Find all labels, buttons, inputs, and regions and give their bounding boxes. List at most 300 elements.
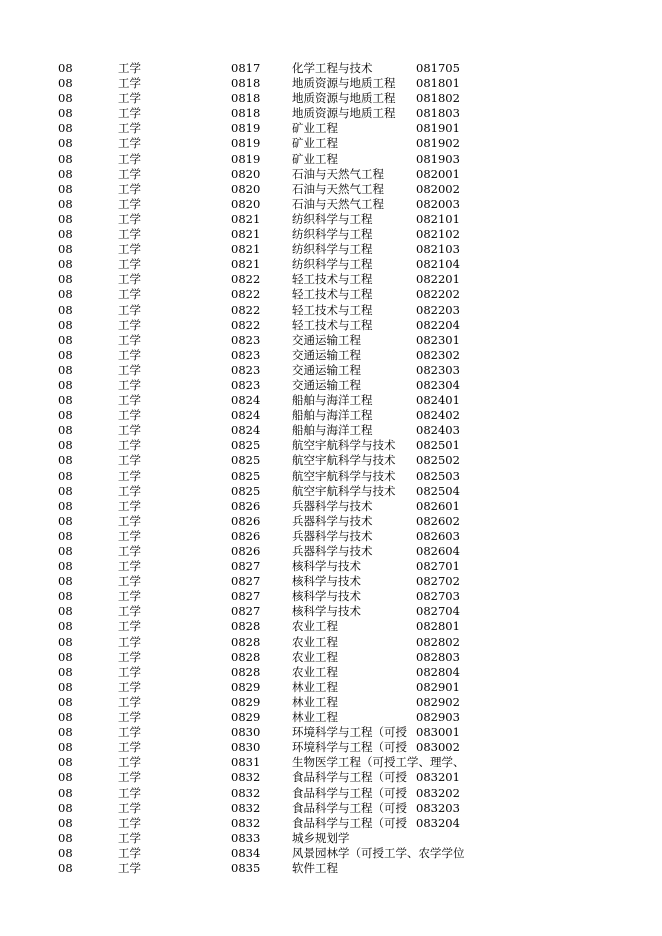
first-level-name-cell: 环境科学与工程（可授 — [292, 740, 407, 755]
discipline-name-cell: 工学 — [118, 785, 141, 800]
second-level-code-cell: 082701 — [416, 559, 460, 574]
discipline-name-cell: 工学 — [118, 166, 141, 181]
first-level-code-cell: 0820 — [231, 181, 261, 196]
second-level-code-cell: 083201 — [416, 770, 460, 785]
discipline-name-cell: 工学 — [118, 679, 141, 694]
table-row — [0, 604, 662, 619]
discipline-code-cell: 08 — [58, 860, 73, 875]
first-level-name-cell: 船舶与海洋工程 — [292, 408, 373, 423]
discipline-name-cell: 工学 — [118, 196, 141, 211]
table-row — [0, 740, 662, 755]
second-level-code-cell: 081901 — [416, 121, 460, 136]
second-level-code-cell: 083002 — [416, 740, 460, 755]
table-row — [0, 589, 662, 604]
first-level-code-cell: 0825 — [231, 453, 261, 468]
discipline-code-cell: 08 — [58, 740, 73, 755]
second-level-code-cell: 082603 — [416, 528, 460, 543]
first-level-name-cell: 船舶与海洋工程 — [292, 393, 373, 408]
second-level-code-cell: 082704 — [416, 604, 460, 619]
first-level-name-cell: 纺织科学与工程 — [292, 211, 373, 226]
first-level-code-cell: 0835 — [231, 860, 261, 875]
discipline-name-cell: 工学 — [118, 317, 141, 332]
discipline-code-cell: 08 — [58, 453, 73, 468]
first-level-code-cell: 0826 — [231, 513, 261, 528]
first-level-name-cell: 软件工程 — [292, 860, 338, 875]
second-level-code-cell: 082602 — [416, 513, 460, 528]
first-level-name-cell: 船舶与海洋工程 — [292, 423, 373, 438]
discipline-name-cell: 工学 — [118, 408, 141, 423]
discipline-code-cell: 08 — [58, 710, 73, 725]
discipline-name-cell: 工学 — [118, 604, 141, 619]
table-row — [0, 725, 662, 740]
discipline-name-cell: 工学 — [118, 740, 141, 755]
discipline-code-cell: 08 — [58, 272, 73, 287]
second-level-code-cell: 082604 — [416, 544, 460, 558]
table-row — [0, 680, 662, 695]
first-level-code-cell: 0818 — [231, 76, 261, 91]
discipline-code-cell: 08 — [58, 649, 73, 664]
second-level-code-cell: 082302 — [416, 347, 460, 362]
discipline-name-cell: 工学 — [118, 513, 141, 528]
first-level-code-cell: 0822 — [231, 272, 261, 287]
discipline-code-cell: 08 — [58, 785, 73, 800]
first-level-name-cell: 矿业工程 — [292, 121, 338, 136]
first-level-code-cell: 0823 — [231, 347, 261, 362]
first-level-name-cell: 矿业工程 — [292, 136, 338, 151]
table-row — [0, 438, 662, 453]
table-row — [0, 695, 662, 710]
first-level-name-cell: 兵器科学与技术 — [292, 544, 373, 558]
discipline-name-cell: 工学 — [118, 242, 141, 257]
first-level-code-cell: 0821 — [231, 227, 261, 242]
first-level-code-cell: 0829 — [231, 679, 261, 694]
first-level-code-cell: 0826 — [231, 498, 261, 513]
discipline-name-cell: 工学 — [118, 257, 141, 272]
discipline-code-cell: 08 — [58, 725, 73, 740]
discipline-name-cell: 工学 — [118, 860, 141, 875]
second-level-code-cell: 081803 — [416, 106, 460, 121]
first-level-name-cell: 核科学与技术 — [292, 589, 361, 604]
discipline-code-cell: 08 — [58, 76, 73, 91]
second-level-code-cell: 081802 — [416, 91, 460, 106]
first-level-code-cell: 0827 — [231, 559, 261, 574]
discipline-code-cell: 08 — [58, 438, 73, 453]
first-level-code-cell: 0823 — [231, 362, 261, 377]
table-row — [0, 846, 662, 861]
second-level-code-cell: 082903 — [416, 710, 460, 725]
second-level-code-cell: 082401 — [416, 393, 460, 408]
discipline-code-cell: 08 — [58, 151, 73, 166]
table-row — [0, 106, 662, 121]
discipline-name-cell: 工学 — [118, 770, 141, 785]
first-level-name-cell: 石油与天然气工程 — [292, 166, 384, 181]
discipline-name-cell: 工学 — [118, 106, 141, 121]
discipline-code-cell: 08 — [58, 559, 73, 574]
discipline-name-cell: 工学 — [118, 634, 141, 649]
second-level-code-cell: 082503 — [416, 468, 460, 483]
discipline-name-cell: 工学 — [118, 151, 141, 166]
first-level-name-cell: 兵器科学与技术 — [292, 498, 373, 513]
discipline-code-cell: 08 — [58, 227, 73, 242]
first-level-name-cell: 农业工程 — [292, 664, 338, 679]
discipline-name-cell: 工学 — [118, 800, 141, 815]
discipline-code-cell: 08 — [58, 377, 73, 392]
discipline-code-cell: 08 — [58, 136, 73, 151]
second-level-code-cell: 082501 — [416, 438, 460, 453]
second-level-code-cell: 082301 — [416, 332, 460, 347]
table-row — [0, 786, 662, 801]
second-level-code-cell: 081903 — [416, 151, 460, 166]
second-level-code-cell: 082203 — [416, 302, 460, 317]
discipline-name-cell: 工学 — [118, 574, 141, 589]
second-level-code-cell: 082002 — [416, 181, 460, 196]
second-level-code-cell: 082104 — [416, 257, 460, 272]
first-level-code-cell: 0824 — [231, 408, 261, 423]
first-level-code-cell: 0819 — [231, 136, 261, 151]
table-row — [0, 257, 662, 272]
table-row — [0, 469, 662, 484]
first-level-code-cell: 0818 — [231, 91, 261, 106]
first-level-code-cell: 0821 — [231, 211, 261, 226]
discipline-name-cell: 工学 — [118, 423, 141, 438]
first-level-code-cell: 0831 — [231, 755, 261, 770]
second-level-code-cell: 082703 — [416, 589, 460, 604]
first-level-code-cell: 0827 — [231, 574, 261, 589]
discipline-code-cell: 08 — [58, 589, 73, 604]
discipline-code-cell: 08 — [58, 423, 73, 438]
second-level-code-cell: 082801 — [416, 619, 460, 634]
discipline-code-cell: 08 — [58, 211, 73, 226]
discipline-name-cell: 工学 — [118, 362, 141, 377]
second-level-code-cell: 082303 — [416, 362, 460, 377]
discipline-name-cell: 工学 — [118, 136, 141, 151]
table-row — [0, 121, 662, 136]
table-row — [0, 333, 662, 348]
discipline-name-cell: 工学 — [118, 438, 141, 453]
second-level-code-cell: 082702 — [416, 574, 460, 589]
table-row — [0, 816, 662, 831]
discipline-code-cell: 08 — [58, 694, 73, 709]
table-row — [0, 574, 662, 589]
second-level-code-cell: 082901 — [416, 679, 460, 694]
table-row — [0, 91, 662, 106]
table-row — [0, 770, 662, 785]
first-level-name-cell: 交通运输工程 — [292, 362, 361, 377]
second-level-code-cell: 083204 — [416, 815, 460, 830]
first-level-name-cell: 航空宇航科学与技术 — [292, 468, 396, 483]
first-level-name-cell: 石油与天然气工程 — [292, 196, 384, 211]
first-level-name-cell: 生物医学工程（可授工学、理学、 — [292, 755, 465, 770]
first-level-code-cell: 0827 — [231, 589, 261, 604]
first-level-name-cell: 食品科学与工程（可授 — [292, 785, 407, 800]
table-row — [0, 242, 662, 257]
discipline-code-cell: 08 — [58, 242, 73, 257]
discipline-name-cell: 工学 — [118, 845, 141, 860]
discipline-name-cell: 工学 — [118, 121, 141, 136]
discipline-name-cell: 工学 — [118, 755, 141, 770]
first-level-name-cell: 兵器科学与技术 — [292, 528, 373, 543]
discipline-name-cell: 工学 — [118, 589, 141, 604]
discipline-code-cell: 08 — [58, 91, 73, 106]
discipline-name-cell: 工学 — [118, 725, 141, 740]
discipline-code-cell: 08 — [58, 257, 73, 272]
first-level-name-cell: 轻工技术与工程 — [292, 287, 373, 302]
discipline-code-cell: 08 — [58, 332, 73, 347]
table-row — [0, 182, 662, 197]
discipline-name-cell: 工学 — [118, 347, 141, 362]
discipline-code-cell: 08 — [58, 468, 73, 483]
first-level-code-cell: 0829 — [231, 710, 261, 725]
first-level-code-cell: 0822 — [231, 287, 261, 302]
first-level-code-cell: 0828 — [231, 619, 261, 634]
discipline-code-cell: 08 — [58, 544, 73, 558]
discipline-code-cell: 08 — [58, 574, 73, 589]
first-level-name-cell: 城乡规划学 — [292, 830, 350, 845]
discipline-name-cell: 工学 — [118, 302, 141, 317]
discipline-code-cell: 08 — [58, 634, 73, 649]
second-level-code-cell: 082202 — [416, 287, 460, 302]
first-level-name-cell: 食品科学与工程（可授 — [292, 815, 407, 830]
first-level-name-cell: 林业工程 — [292, 710, 338, 725]
discipline-name-cell: 工学 — [118, 453, 141, 468]
first-level-name-cell: 纺织科学与工程 — [292, 227, 373, 242]
first-level-code-cell: 0833 — [231, 830, 261, 845]
discipline-name-cell: 工学 — [118, 227, 141, 242]
discipline-code-cell: 08 — [58, 393, 73, 408]
spreadsheet-table — [0, 61, 662, 876]
second-level-code-cell: 081801 — [416, 76, 460, 91]
first-level-code-cell: 0832 — [231, 815, 261, 830]
first-level-name-cell: 地质资源与地质工程 — [292, 106, 396, 121]
table-row — [0, 861, 662, 876]
discipline-code-cell: 08 — [58, 830, 73, 845]
discipline-code-cell: 08 — [58, 106, 73, 121]
first-level-name-cell: 林业工程 — [292, 694, 338, 709]
second-level-code-cell: 082902 — [416, 694, 460, 709]
table-row — [0, 831, 662, 846]
first-level-name-cell: 纺织科学与工程 — [292, 257, 373, 272]
first-level-name-cell: 核科学与技术 — [292, 574, 361, 589]
discipline-name-cell: 工学 — [118, 830, 141, 845]
second-level-code-cell: 081705 — [416, 61, 460, 75]
discipline-code-cell: 08 — [58, 196, 73, 211]
second-level-code-cell: 082601 — [416, 498, 460, 513]
first-level-name-cell: 航空宇航科学与技术 — [292, 483, 396, 498]
discipline-name-cell: 工学 — [118, 528, 141, 543]
table-row — [0, 619, 662, 634]
discipline-name-cell: 工学 — [118, 694, 141, 709]
first-level-name-cell: 农业工程 — [292, 649, 338, 664]
table-row — [0, 303, 662, 318]
first-level-name-cell: 地质资源与地质工程 — [292, 76, 396, 91]
first-level-code-cell: 0832 — [231, 800, 261, 815]
first-level-code-cell: 0817 — [231, 61, 261, 75]
discipline-code-cell: 08 — [58, 498, 73, 513]
first-level-code-cell: 0827 — [231, 604, 261, 619]
table-row — [0, 801, 662, 816]
first-level-name-cell: 矿业工程 — [292, 151, 338, 166]
first-level-name-cell: 航空宇航科学与技术 — [292, 453, 396, 468]
table-row — [0, 665, 662, 680]
second-level-code-cell: 082201 — [416, 272, 460, 287]
first-level-code-cell: 0822 — [231, 302, 261, 317]
discipline-code-cell: 08 — [58, 513, 73, 528]
table-row — [0, 378, 662, 393]
discipline-name-cell: 工学 — [118, 91, 141, 106]
first-level-code-cell: 0826 — [231, 544, 261, 558]
discipline-code-cell: 08 — [58, 181, 73, 196]
discipline-code-cell: 08 — [58, 347, 73, 362]
discipline-code-cell: 08 — [58, 483, 73, 498]
first-level-code-cell: 0834 — [231, 845, 261, 860]
second-level-code-cell: 081902 — [416, 136, 460, 151]
first-level-name-cell: 石油与天然气工程 — [292, 181, 384, 196]
second-level-code-cell: 082103 — [416, 242, 460, 257]
discipline-name-cell: 工学 — [118, 649, 141, 664]
second-level-code-cell: 082803 — [416, 649, 460, 664]
table-row — [0, 408, 662, 423]
discipline-code-cell: 08 — [58, 604, 73, 619]
table-row — [0, 453, 662, 468]
table-row — [0, 197, 662, 212]
second-level-code-cell: 082802 — [416, 634, 460, 649]
first-level-name-cell: 农业工程 — [292, 634, 338, 649]
first-level-name-cell: 风景园林学（可授工学、农学学位 — [292, 845, 465, 860]
second-level-code-cell: 083202 — [416, 785, 460, 800]
second-level-code-cell: 082101 — [416, 211, 460, 226]
second-level-code-cell: 082502 — [416, 453, 460, 468]
first-level-name-cell: 核科学与技术 — [292, 604, 361, 619]
table-row — [0, 544, 662, 559]
discipline-name-cell: 工学 — [118, 393, 141, 408]
second-level-code-cell: 082204 — [416, 317, 460, 332]
discipline-name-cell: 工学 — [118, 181, 141, 196]
first-level-code-cell: 0828 — [231, 664, 261, 679]
first-level-code-cell: 0825 — [231, 438, 261, 453]
table-row — [0, 635, 662, 650]
first-level-name-cell: 兵器科学与技术 — [292, 513, 373, 528]
discipline-name-cell: 工学 — [118, 377, 141, 392]
second-level-code-cell: 082403 — [416, 423, 460, 438]
second-level-code-cell: 082001 — [416, 166, 460, 181]
first-level-name-cell: 化学工程与技术 — [292, 61, 373, 75]
first-level-code-cell: 0825 — [231, 483, 261, 498]
first-level-code-cell: 0832 — [231, 770, 261, 785]
second-level-code-cell: 083203 — [416, 800, 460, 815]
second-level-code-cell: 082504 — [416, 483, 460, 498]
first-level-code-cell: 0821 — [231, 257, 261, 272]
first-level-name-cell: 农业工程 — [292, 619, 338, 634]
first-level-name-cell: 交通运输工程 — [292, 377, 361, 392]
discipline-name-cell: 工学 — [118, 272, 141, 287]
discipline-name-cell: 工学 — [118, 468, 141, 483]
discipline-name-cell: 工学 — [118, 332, 141, 347]
discipline-name-cell: 工学 — [118, 619, 141, 634]
second-level-code-cell: 083001 — [416, 725, 460, 740]
first-level-name-cell: 交通运输工程 — [292, 347, 361, 362]
table-row — [0, 393, 662, 408]
first-level-name-cell: 环境科学与工程（可授 — [292, 725, 407, 740]
first-level-name-cell: 轻工技术与工程 — [292, 302, 373, 317]
discipline-code-cell: 08 — [58, 362, 73, 377]
discipline-name-cell: 工学 — [118, 664, 141, 679]
first-level-name-cell: 轻工技术与工程 — [292, 272, 373, 287]
table-row — [0, 167, 662, 182]
first-level-name-cell: 轻工技术与工程 — [292, 317, 373, 332]
first-level-code-cell: 0829 — [231, 694, 261, 709]
first-level-name-cell: 食品科学与工程（可授 — [292, 770, 407, 785]
first-level-name-cell: 交通运输工程 — [292, 332, 361, 347]
first-level-name-cell: 纺织科学与工程 — [292, 242, 373, 257]
discipline-code-cell: 08 — [58, 619, 73, 634]
table-row — [0, 363, 662, 378]
discipline-code-cell: 08 — [58, 61, 73, 75]
discipline-code-cell: 08 — [58, 845, 73, 860]
discipline-code-cell: 08 — [58, 815, 73, 830]
first-level-name-cell: 林业工程 — [292, 679, 338, 694]
first-level-code-cell: 0826 — [231, 528, 261, 543]
first-level-code-cell: 0828 — [231, 634, 261, 649]
first-level-code-cell: 0820 — [231, 196, 261, 211]
discipline-name-cell: 工学 — [118, 76, 141, 91]
table-row — [0, 318, 662, 333]
table-row — [0, 529, 662, 544]
table-row — [0, 227, 662, 242]
discipline-code-cell: 08 — [58, 317, 73, 332]
first-level-name-cell: 航空宇航科学与技术 — [292, 438, 396, 453]
discipline-name-cell: 工学 — [118, 544, 141, 558]
discipline-name-cell: 工学 — [118, 710, 141, 725]
table-row — [0, 710, 662, 725]
first-level-code-cell: 0824 — [231, 393, 261, 408]
first-level-code-cell: 0823 — [231, 377, 261, 392]
discipline-code-cell: 08 — [58, 770, 73, 785]
first-level-code-cell: 0828 — [231, 649, 261, 664]
table-row — [0, 650, 662, 665]
second-level-code-cell: 082102 — [416, 227, 460, 242]
discipline-code-cell: 08 — [58, 302, 73, 317]
discipline-code-cell: 08 — [58, 664, 73, 679]
discipline-code-cell: 08 — [58, 166, 73, 181]
table-row — [0, 272, 662, 287]
second-level-code-cell: 082804 — [416, 664, 460, 679]
discipline-name-cell: 工学 — [118, 815, 141, 830]
table-row — [0, 136, 662, 151]
first-level-code-cell: 0832 — [231, 785, 261, 800]
first-level-code-cell: 0830 — [231, 725, 261, 740]
discipline-name-cell: 工学 — [118, 559, 141, 574]
first-level-name-cell: 核科学与技术 — [292, 559, 361, 574]
first-level-code-cell: 0819 — [231, 151, 261, 166]
table-row — [0, 287, 662, 302]
first-level-code-cell: 0822 — [231, 317, 261, 332]
discipline-name-cell: 工学 — [118, 211, 141, 226]
discipline-name-cell: 工学 — [118, 483, 141, 498]
discipline-code-cell: 08 — [58, 679, 73, 694]
second-level-code-cell: 082003 — [416, 196, 460, 211]
table-row — [0, 559, 662, 574]
discipline-name-cell: 工学 — [118, 498, 141, 513]
table-row — [0, 423, 662, 438]
discipline-code-cell: 08 — [58, 121, 73, 136]
discipline-code-cell: 08 — [58, 800, 73, 815]
table-row — [0, 755, 662, 770]
second-level-code-cell: 082304 — [416, 377, 460, 392]
table-row — [0, 76, 662, 91]
first-level-name-cell: 食品科学与工程（可授 — [292, 800, 407, 815]
first-level-code-cell: 0825 — [231, 468, 261, 483]
discipline-code-cell: 08 — [58, 408, 73, 423]
